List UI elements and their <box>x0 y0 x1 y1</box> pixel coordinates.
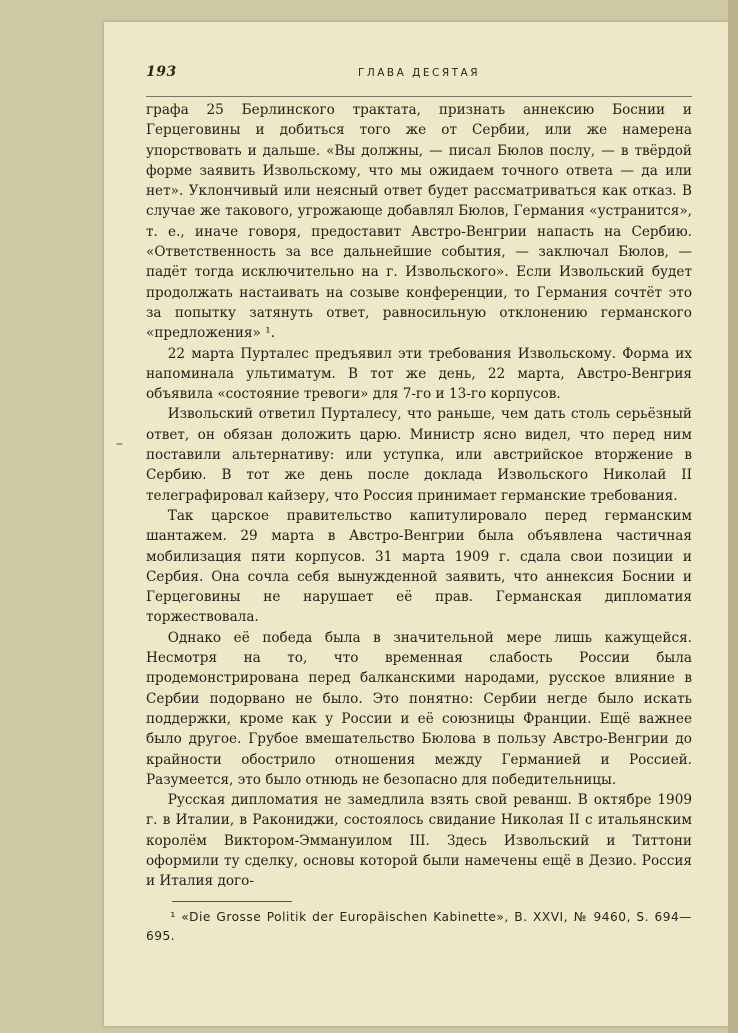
paragraph: Извольский ответил Пурталесу, что раньше, чем дать столь серьёзный ответ, он обязан доложить царю. Министр ясно видел, что перед ним поставили альтернативу: или уступка, или австрийское вторжение в Сербию. В тот же день после доклада Извольского Николай II телеграфировал кайзеру, что Россия принимает германские требования. <box>146 406 692 504</box>
paragraph: Так царское правительство капитулировало перед германским шантажем. 29 марта в Австро-Венгрии была объявлена частичная мобилизация пяти корпусов. 31 марта 1909 г. сдала свои позиции и Сербия. Она сочла себя вынужденной заявить, что аннексия Боснии и Герцеговины не нарушает её прав. Германская дипломатия торжествовала. <box>146 507 692 626</box>
footnote-rule <box>172 901 292 902</box>
header-rule <box>146 96 692 97</box>
margin-mark: – <box>116 436 123 452</box>
body-text <box>146 100 692 892</box>
page-number: 193 <box>146 64 177 80</box>
page-edge <box>728 0 738 1033</box>
paragraph: графа 25 Берлинского трактата, признать аннексию Боснии и Герцеговины и добиться того же от Сербии, или же намерена упорствовать и дальше. «Вы должны, — писал Бюлов послу, — в твёрдой форме заявить Извольскому, что мы ожидаем точного ответа — да или нет». Уклончивый или неясный ответ будет рассматриваться как отказ. В случае же такового, угрожающе добавлял Бюлов, Германия «устранится», т. е., иначе говоря, предоставит Австро-Венгрии напасть на Сербию. «Ответственность за все дальнейшие события, — заключал Бюлов, — падёт тогда исключительно на г. Извольского». Если Извольский будет продолжать настаивать на созыве конференции, то Германия сочтёт это за попытку затянуть ответ, равносильную отклонению германского «предложения» ¹. <box>146 102 692 342</box>
paragraph: Русская дипломатия не замедлила взять свой реванш. В октябре 1909 г. в Италии, в Ракониджи, состоялось свидание Николая II с итальянским королём Виктором-Эммануилом III. Здесь Извольский и Титтони оформили ту сделку, основы которой были намечены ещё в Дезио. Россия и Италия дого- <box>146 792 692 890</box>
footnote: ¹ «Die Grosse Politik der Europäischen Kabinette», B. XXVI, № 9460, S. 694—695. <box>146 910 692 943</box>
paragraph: 22 марта Пурталес предъявил эти требования Извольскому. Форма их напоминала ультиматум. В тот же день, 22 марта, Австро-Венгрия объявила «состояние тревоги» для 7-го и 13-го корпусов. <box>146 345 692 403</box>
page-header <box>146 64 692 88</box>
paragraph: Однако её победа была в значительной мере лишь кажущейся. Несмотря на то, что временная слабость России была продемонстрирована перед балканскими народами, русское влияние в Сербии подорвано не было. Это понятно: Сербии негде было искать поддержки, кроме как у России и её союзницы Франции. Ещё важнее было другое. Грубое вмешательство Бюлова в пользу Австро-Венгрии до крайности обострило отношения между Германией и Россией. Разумеется, это было отнюдь не безопасно для победительницы. <box>146 629 692 788</box>
running-head: ГЛАВА ДЕСЯТАЯ <box>357 67 481 79</box>
